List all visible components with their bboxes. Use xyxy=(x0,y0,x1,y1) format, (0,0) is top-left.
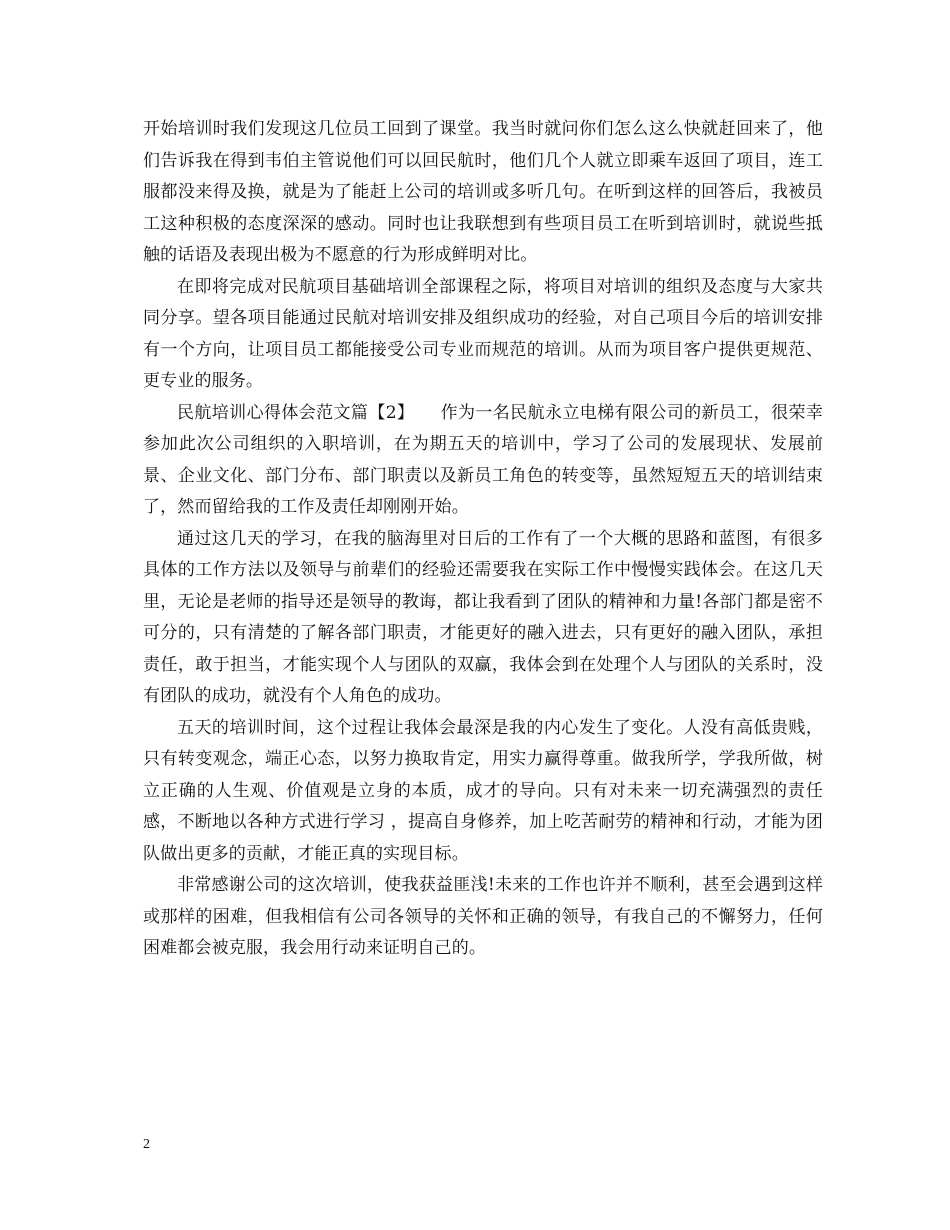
paragraph-2: 在即将完成对民航项目基础培训全部课程之际，将项目对培训的组织及态度与大家共同分享。望各项目能通过民航对培训安排及组织成功的经验，对自己项目今后的培训安排有一个方向，让项目员工都能接受公司专业而规范的培训。从而为项目客户提供更规范、更专业的服务。 xyxy=(143,276,823,391)
paragraph-4: 通过这几天的学习，在我的脑海里对日后的工作有了一个大概的思路和蓝图，有很多具体的工作方法以及领导与前辈们的经验还需要我在实际工作中慢慢实践体会。在这几天里，无论是老师的指导还是领导的教诲，都让我看到了团队的精神和力量!各部门都是密不可分的，只有清楚的了解各部门职责，才能更好的融入进去，只有更好的融入团队，承担责任，敢于担当，才能实现个人与团队的双赢，我体会到在处理个人与团队的关系时，没有团队的成功，就没有个人角色的成功。 xyxy=(143,528,823,706)
paragraph-1: 开始培训时我们发现这几位员工回到了课堂。我当时就问你们怎么这么快就赶回来了，他们告诉我在得到韦伯主管说他们可以回民航时，他们几个人就立即乘车返回了项目，连工服都没来得及换，就是为了能赶上公司的培训或多听几句。在听到这样的回答后，我被员工这种积极的态度深深的感动。同时也让我联想到有些项目员工在听到培训时，就说些抵触的话语及表现出极为不愿意的行为形成鲜明对比。 xyxy=(143,119,823,265)
document-body xyxy=(143,114,823,965)
paragraph-3: 民航培训心得体会范文篇【2】 作为一名民航永立电梯有限公司的新员工，很荣幸参加此次公司组织的入职培训，在为期五天的培训中，学习了公司的发展现状、发展前景、企业文化、部门分布、部门职责以及新员工角色的转变等，虽然短短五天的培训结束了，然而留给我的工作及责任却刚刚开始。 xyxy=(143,402,823,517)
paragraph-5: 五天的培训时间，这个过程让我体会最深是我的内心发生了变化。人没有高低贵贱，只有转变观念，端正心态，以努力换取肯定，用实力赢得尊重。做我所学，学我所做，树立正确的人生观、价值观是立身的本质，成才的导向。只有对未来一切充满强烈的责任感，不断地以各种方式进行学习 ，提高自身修养，加上吃苦耐劳的精神和行动，才能为团队做出更多的贡献，才能正真的实现目标。 xyxy=(143,717,823,864)
paragraph-6: 非常感谢公司的这次培训，使我获益匪浅!未来的工作也许并不顺利，甚至会遇到这样或那样的困难，但我相信有公司各领导的关怀和正确的领导，有我自己的不懈努力，任何困难都会被克服，我会用行动来证明自己的。 xyxy=(143,875,823,958)
page-number: 2 xyxy=(143,1137,150,1152)
